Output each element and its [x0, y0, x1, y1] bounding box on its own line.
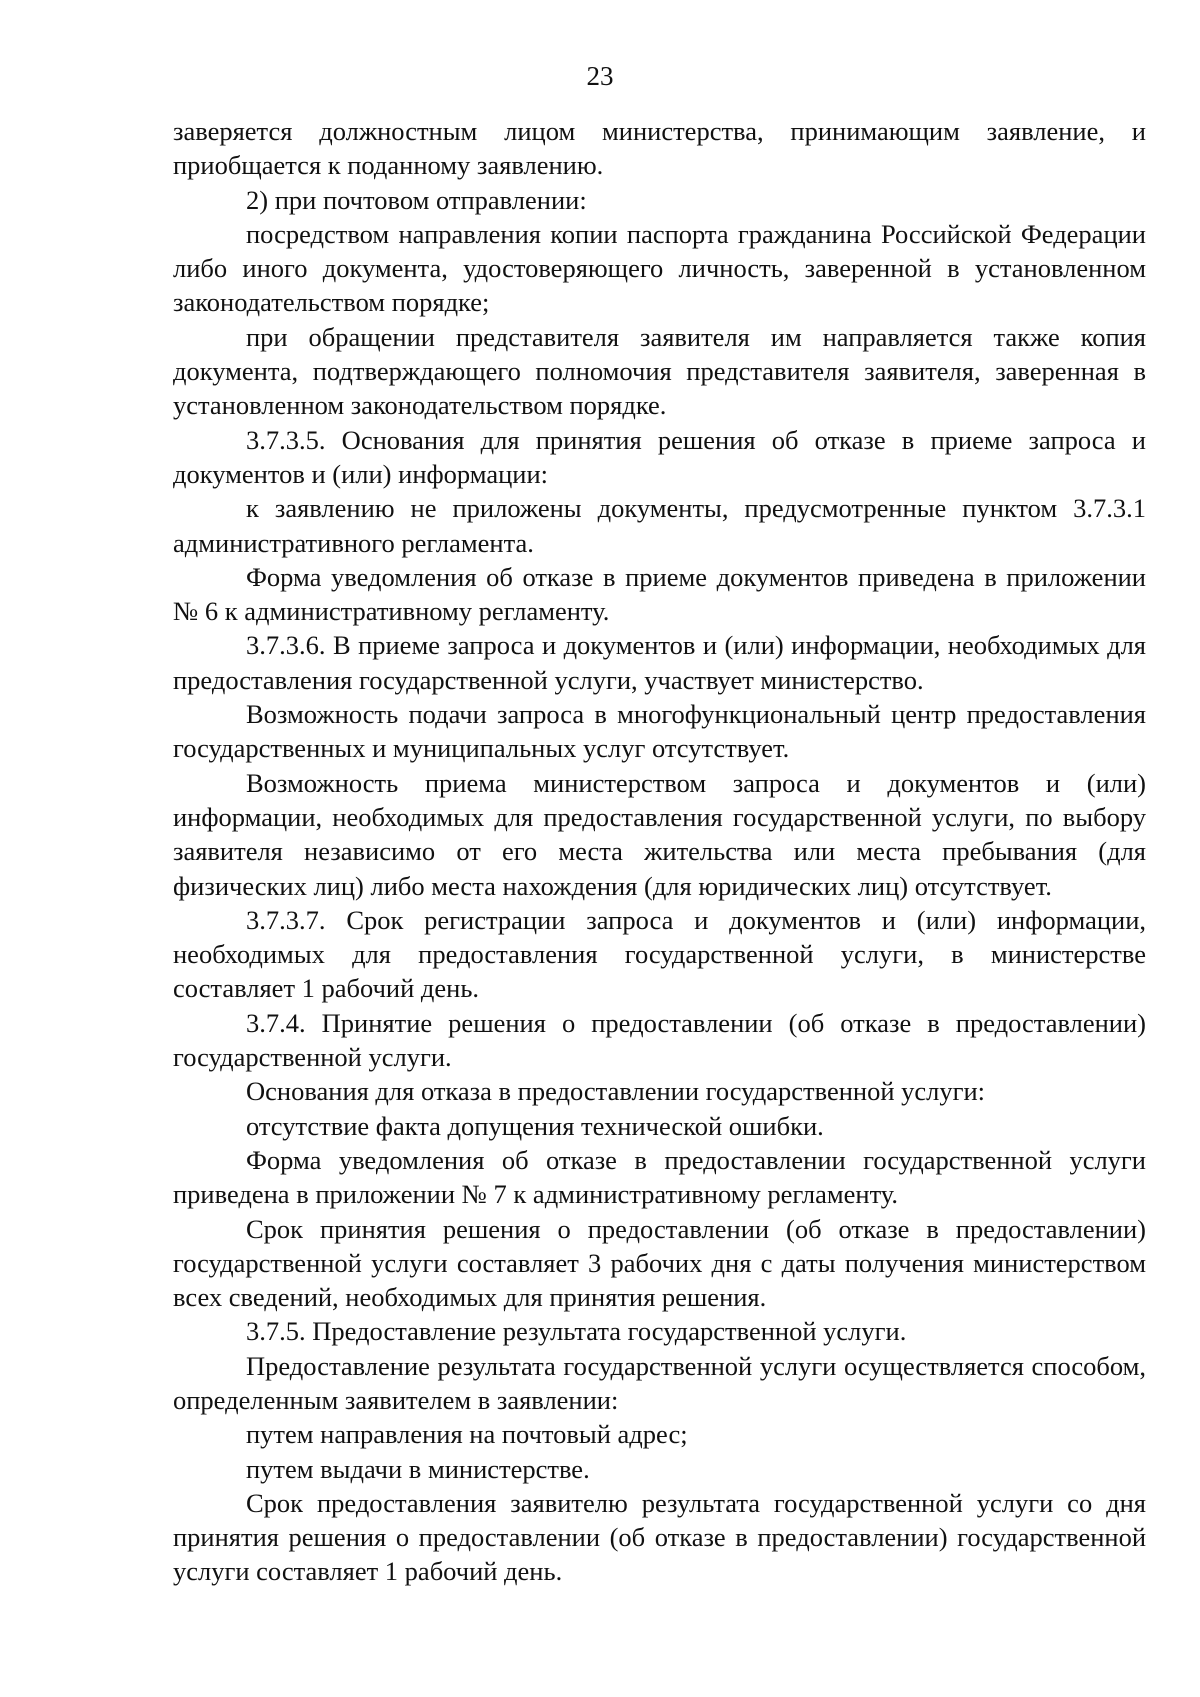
paragraph-3-7-3-7: 3.7.3.7. Срок регистрации запроса и документов и (или) информации, необходимых для предоставления государственной услуги, в министерстве составляет 1 рабочий день.	[173, 904, 1146, 1004]
paragraph-by-mail: путем направления на почтовый адрес;	[246, 1419, 688, 1450]
paragraph-3-7-5: 3.7.5. Предоставление результата государственной услуги.	[246, 1316, 907, 1347]
paragraph-no-error: отсутствие факта допущения технической ошибки.	[246, 1110, 824, 1141]
paragraph-notice-form-6: Форма уведомления об отказе в приеме документов приведена в приложении № 6 к административному регламенту.	[173, 561, 1146, 627]
paragraph-result-method: Предоставление результата государственной услуги осуществляется способом, определенным заявителем в заявлении:	[173, 1350, 1146, 1415]
paragraph-3-7-3-6: 3.7.3.6. В приеме запроса и документов и (или) информации, необходимых для предоставления государственной услуги, участвует министерство.	[173, 630, 1146, 695]
paragraph-extraterritorial: Возможность приема министерством запроса и документов и (или) информации, необходимых для предоставления государственной услуги, по выбору заявителя независимо от его места жительства или места пребывания (для физических лиц) либо места нахождения (для юридических лиц) отсутствует.	[173, 767, 1146, 901]
page-number: 23	[586, 61, 614, 91]
paragraph-representative: при обращении представителя заявителя им направляется также копия документа, подтверждающего полномочия представителя заявителя, заверенная в установленном законодательством порядке.	[173, 321, 1146, 421]
paragraph-passport-copy: посредством направления копии паспорта гражданина Российской Федерации либо иного документа, удостоверяющего личность, заверенной в установленном законодательством порядке;	[173, 218, 1146, 318]
paragraph-3-7-4: 3.7.4. Принятие решения о предоставлении (об отказе в предоставлении) государственной услуги.	[173, 1007, 1146, 1073]
paragraph-result-term: Срок предоставления заявителю результата государственной услуги со дня принятия решения о предоставлении (об отказе в предоставлении) государственной услуги составляет 1 рабочий день.	[173, 1487, 1146, 1587]
paragraph-refusal-reason: к заявлению не приложены документы, предусмотренные пунктом 3.7.3.1 административного регламента.	[173, 493, 1146, 558]
paragraph-postal-item: 2) при почтовом отправлении:	[246, 184, 587, 215]
paragraph-notice-form-7: Форма уведомления об отказе в предоставлении государственной услуги приведена в приложении № 7 к административному регламенту.	[173, 1144, 1146, 1210]
paragraph-in-person: путем выдачи в министерстве.	[246, 1453, 590, 1484]
paragraph-refusal-grounds: Основания для отказа в предоставлении государственной услуги:	[246, 1076, 986, 1107]
paragraph-continuation: заверяется должностным лицом министерства, принимающим заявление, и приобщается к поданному заявлению.	[173, 116, 1146, 181]
paragraph-mfc: Возможность подачи запроса в многофункциональный центр предоставления государственных и муниципальных услуг отсутствует.	[173, 699, 1146, 764]
paragraph-3-7-3-5: 3.7.3.5. Основания для принятия решения об отказе в приеме запроса и документов и (или) информации:	[173, 424, 1146, 489]
document-body	[173, 114, 1146, 1589]
paragraph-decision-term: Срок принятия решения о предоставлении (об отказе в предоставлении) государственной услуги составляет 3 рабочих дня с даты получения министерством всех сведений, необходимых для принятия решения.	[173, 1213, 1146, 1313]
